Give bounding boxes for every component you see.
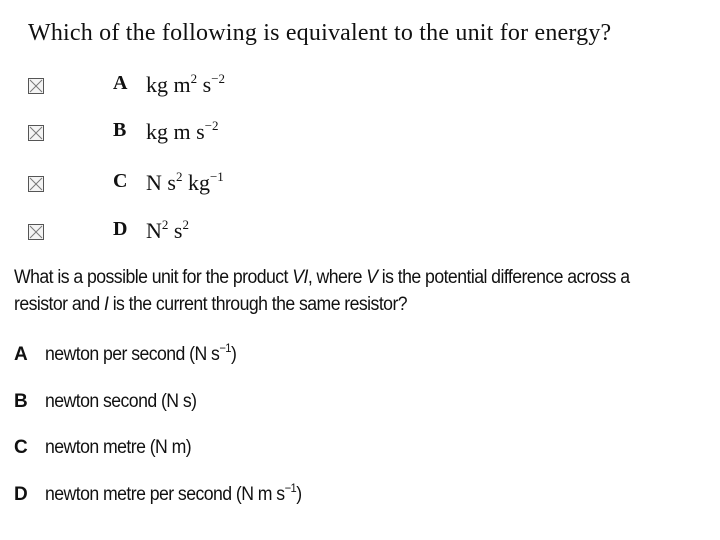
- option-letter: C: [113, 170, 128, 192]
- question-1-title: Which of the following is equivalent to the unit for energy?: [28, 20, 612, 46]
- option-letter: A: [14, 344, 28, 365]
- option-text: $N^2$ $s^2$: [146, 217, 189, 243]
- option-letter: B: [14, 391, 28, 412]
- checkbox[interactable]: [28, 176, 44, 192]
- question-1: [0, 0, 720, 262]
- checkbox[interactable]: [28, 224, 44, 240]
- question-1-option-b[interactable]: [0, 119, 720, 151]
- question-2-option-d[interactable]: [0, 481, 720, 514]
- checkbox[interactable]: [28, 78, 44, 94]
- option-text: kg $m^2$ $s^{-2}$: [146, 71, 226, 97]
- checkbox[interactable]: [28, 125, 44, 141]
- question-1-option-c[interactable]: [0, 170, 720, 202]
- question-2-stem: What is a possible unit for the product VI, where V is the potential difference across a resistor and I is the current through the same resistor?: [14, 267, 630, 315]
- question-2-option-b[interactable]: [0, 391, 720, 421]
- option-letter: A: [113, 72, 128, 94]
- option-text: newton metre per second (N m $s^{-1}$): [45, 481, 302, 505]
- option-text: N $s^2$ $kg^{-1}$: [146, 169, 224, 195]
- question-2: [0, 262, 720, 540]
- option-text: newton metre (N m): [45, 437, 192, 458]
- option-text: newton second (N s): [45, 391, 197, 412]
- question-1-option-d[interactable]: [0, 218, 720, 250]
- question-2-option-a[interactable]: [0, 341, 720, 374]
- question-2-option-c[interactable]: [0, 437, 720, 467]
- option-text: kg m $s^{-2}$: [146, 118, 219, 144]
- question-1-option-a[interactable]: [0, 72, 720, 104]
- option-letter: D: [113, 218, 128, 240]
- option-letter: B: [113, 119, 127, 141]
- option-letter: D: [14, 484, 28, 505]
- option-letter: C: [14, 437, 28, 458]
- option-text: newton per second (N $s^{-1}$): [45, 341, 237, 365]
